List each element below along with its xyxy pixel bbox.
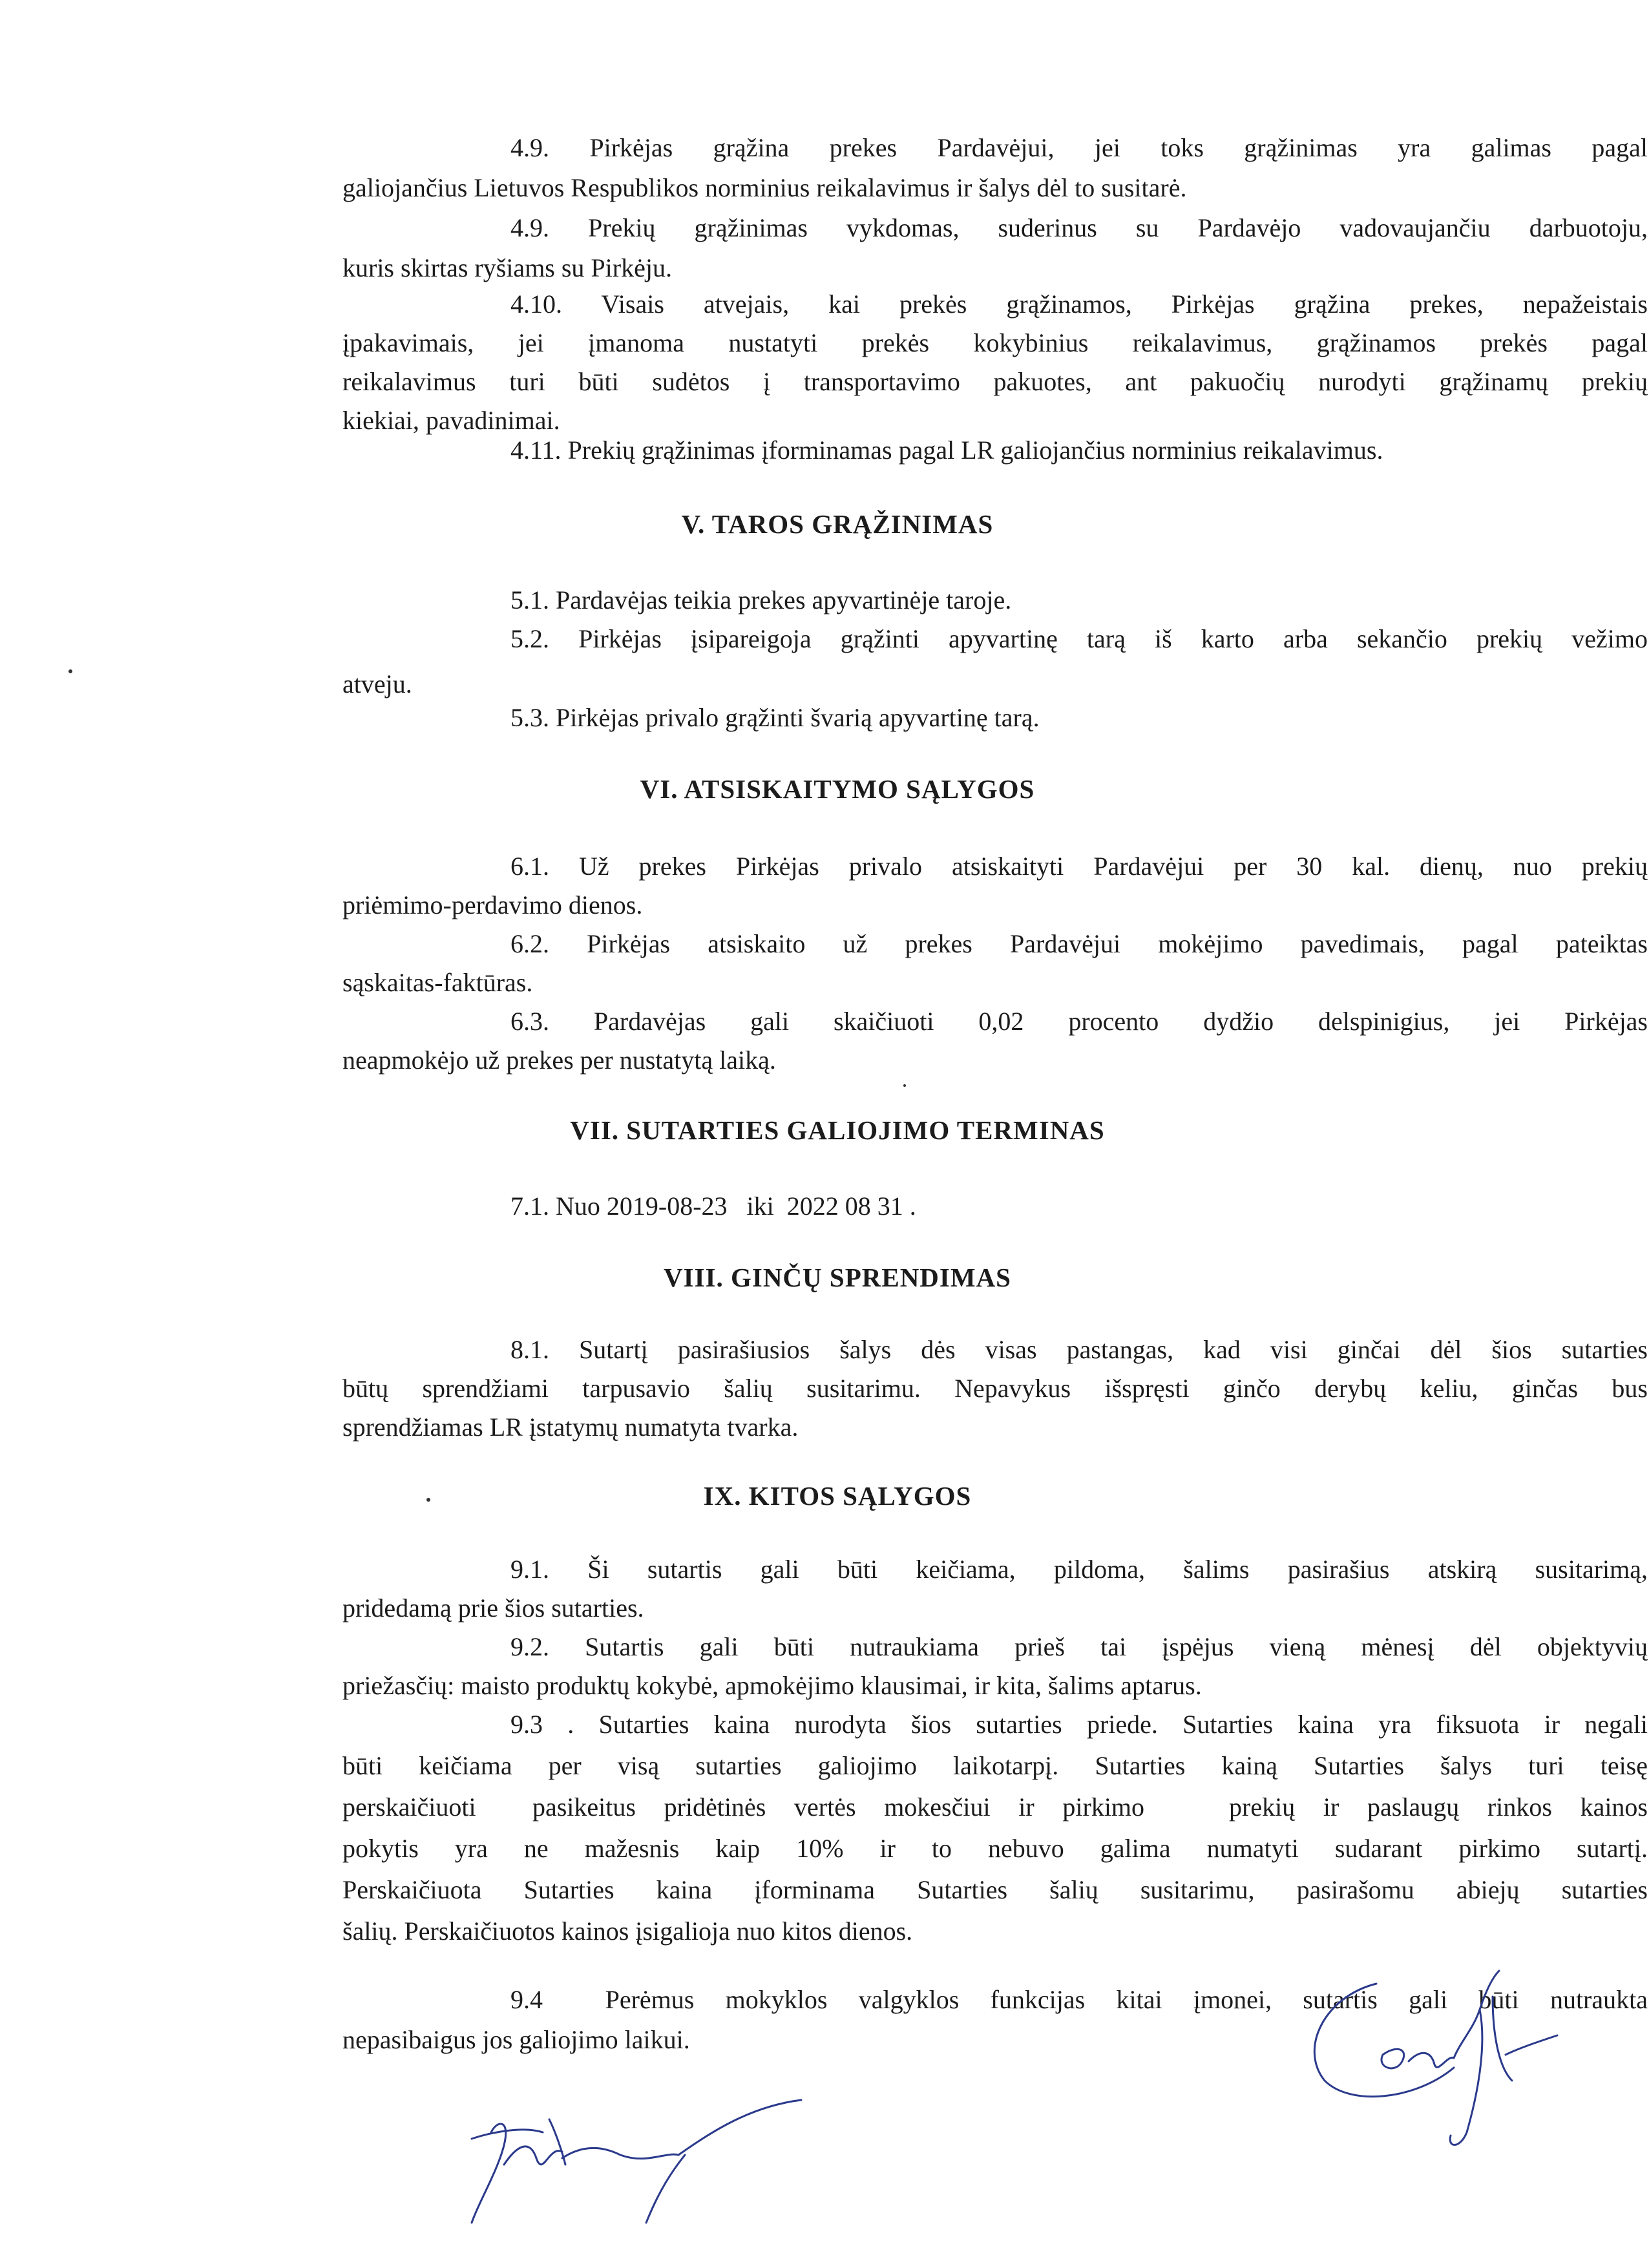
scan-speck — [426, 1498, 430, 1502]
para-5-3: 5.3. Pirkėjas privalo grąžinti švarią apyvartinę tarą. — [510, 703, 1040, 732]
para-9-3-line-3: perskaičiuoti pasikeitus pridėtinės vertės mokesčiui ir pirkimo prekių ir paslaugų rinkos kainos — [342, 1792, 1648, 1822]
para-9-3-line-2: būti keičiama per visą sutarties galiojimo laikotarpį. Sutarties kainą Sutarties šalys turi teisę — [342, 1751, 1648, 1780]
heading-section-5: V. TAROS GRĄŽINIMAS — [681, 509, 994, 539]
para-9-2-line-2: priežasčių: maisto produktų kokybė, apmokėjimo klausimai, ir kita, šalims aptarus. — [342, 1671, 1202, 1700]
para-9-4-line-2: nepasibaigus jos galiojimo laikui. — [342, 2025, 690, 2054]
heading-section-6: VI. ATSISKAITYMO SĄLYGOS — [640, 774, 1035, 804]
para-9-3-line-5: Perskaičiuota Sutarties kaina įforminama Sutarties šalių susitarimu, pasirašomu abiejų sutarties — [342, 1875, 1648, 1904]
para-9-3-line-1: 9.3 . Sutarties kaina nurodyta šios sutarties priede. Sutarties kaina yra fiksuota ir negali — [510, 1710, 1648, 1739]
heading-section-7: VII. SUTARTIES GALIOJIMO TERMINAS — [570, 1115, 1105, 1145]
para-4-10-line-2: įpakavimais, jei įmanoma nustatyti prekės kokybinius reikalavimus, grąžinamos prekės pagal — [342, 328, 1648, 357]
para-4-9b-line-2: kuris skirtas ryšiams su Pirkėju. — [342, 253, 672, 282]
para-9-4-line-1: 9.4 Perėmus mokyklos valgyklos funkcijas kitai įmonei, sutartis gali būti nutraukta — [510, 1985, 1648, 2014]
para-5-2-line-1: 5.2. Pirkėjas įsipareigoja grąžinti apyvartinę tarą iš karto arba sekančio prekių vežimo — [510, 624, 1648, 653]
para-4-9a-line-1: 4.9. Pirkėjas grąžina prekes Pardavėjui, jei toks grąžinimas yra galimas pagal — [510, 133, 1648, 162]
heading-section-8: VIII. GINČŲ SPRENDIMAS — [664, 1263, 1011, 1292]
para-4-11: 4.11. Prekių grąžinimas įforminamas pagal LR galiojančius norminius reikalavimus. — [510, 436, 1383, 465]
para-6-2-line-1: 6.2. Pirkėjas atsiskaito už prekes Pardavėjui mokėjimo pavedimais, pagal pateiktas — [510, 929, 1648, 958]
para-5-2-line-2: atveju. — [342, 669, 412, 698]
para-9-1-line-1: 9.1. Ši sutartis gali būti keičiama, pildoma, šalims pasirašius atskirą susitarimą, — [510, 1555, 1648, 1584]
para-6-3-line-2: neapmokėjo už prekes per nustatytą laiką. — [342, 1045, 776, 1075]
para-9-2-line-1: 9.2. Sutartis gali būti nutraukiama prieš tai įspėjus vieną mėnesį dėl objektyvių — [510, 1632, 1648, 1661]
para-6-1-line-2: priėmimo-perdavimo dienos. — [342, 890, 643, 919]
para-6-3-line-1: 6.3. Pardavėjas gali skaičiuoti 0,02 procento dydžio delspinigius, jei Pirkėjas — [510, 1007, 1648, 1036]
para-4-9b-line-1: 4.9. Prekių grąžinimas vykdomas, suderinus su Pardavėjo vadovaujančiu darbuotoju, — [510, 213, 1648, 242]
para-7-1: 7.1. Nuo 2019-08-23 iki 2022 08 31 . — [510, 1192, 916, 1221]
signature-right — [1286, 1971, 1564, 2152]
para-8-1-line-2: būtų sprendžiami tarpusavio šalių susitarimu. Nepavykus išspręsti ginčo derybų keliu, ginčas bus — [342, 1374, 1648, 1403]
para-6-2-line-2: sąskaitas-faktūras. — [342, 968, 533, 997]
heading-section-9: IX. KITOS SĄLYGOS — [703, 1481, 972, 1511]
para-8-1-line-1: 8.1. Sutartį pasirašiusios šalys dės visas pastangas, kad visi ginčai dėl šios sutarties — [510, 1335, 1648, 1364]
scan-speck — [68, 669, 72, 673]
para-8-1-line-3: sprendžiamas LR įstatymų numatyta tvarka. — [342, 1412, 799, 1442]
para-4-9a-line-2: galiojančius Lietuvos Respublikos norminius reikalavimus ir šalys dėl to susitarė. — [342, 173, 1187, 202]
para-4-10-line-3: reikalavimus turi būti sudėtos į transportavimo pakuotes, ant pakuočių nurodyti grąžinamų prekių — [342, 367, 1648, 396]
para-4-10-line-4: kiekiai, pavadinimai. — [342, 406, 560, 435]
signature-left — [452, 2094, 814, 2229]
scan-speck — [903, 1084, 906, 1087]
para-9-3-line-6: šalių. Perskaičiuotos kainos įsigalioja nuo kitos dienos. — [342, 1916, 913, 1946]
para-4-10-line-1: 4.10. Visais atvejais, kai prekės grąžinamos, Pirkėjas grąžina prekes, nepažeistais — [510, 289, 1648, 319]
para-9-1-line-2: pridedamą prie šios sutarties. — [342, 1593, 644, 1622]
para-9-3-line-4: pokytis yra ne mažesnis kaip 10% ir to nebuvo galima numatyti sudarant pirkimo sutartį. — [342, 1834, 1648, 1863]
para-5-1: 5.1. Pardavėjas teikia prekes apyvartinėje taroje. — [510, 585, 1012, 614]
para-6-1-line-1: 6.1. Už prekes Pirkėjas privalo atsiskaityti Pardavėjui per 30 kal. dienų, nuo prekių — [510, 852, 1648, 881]
